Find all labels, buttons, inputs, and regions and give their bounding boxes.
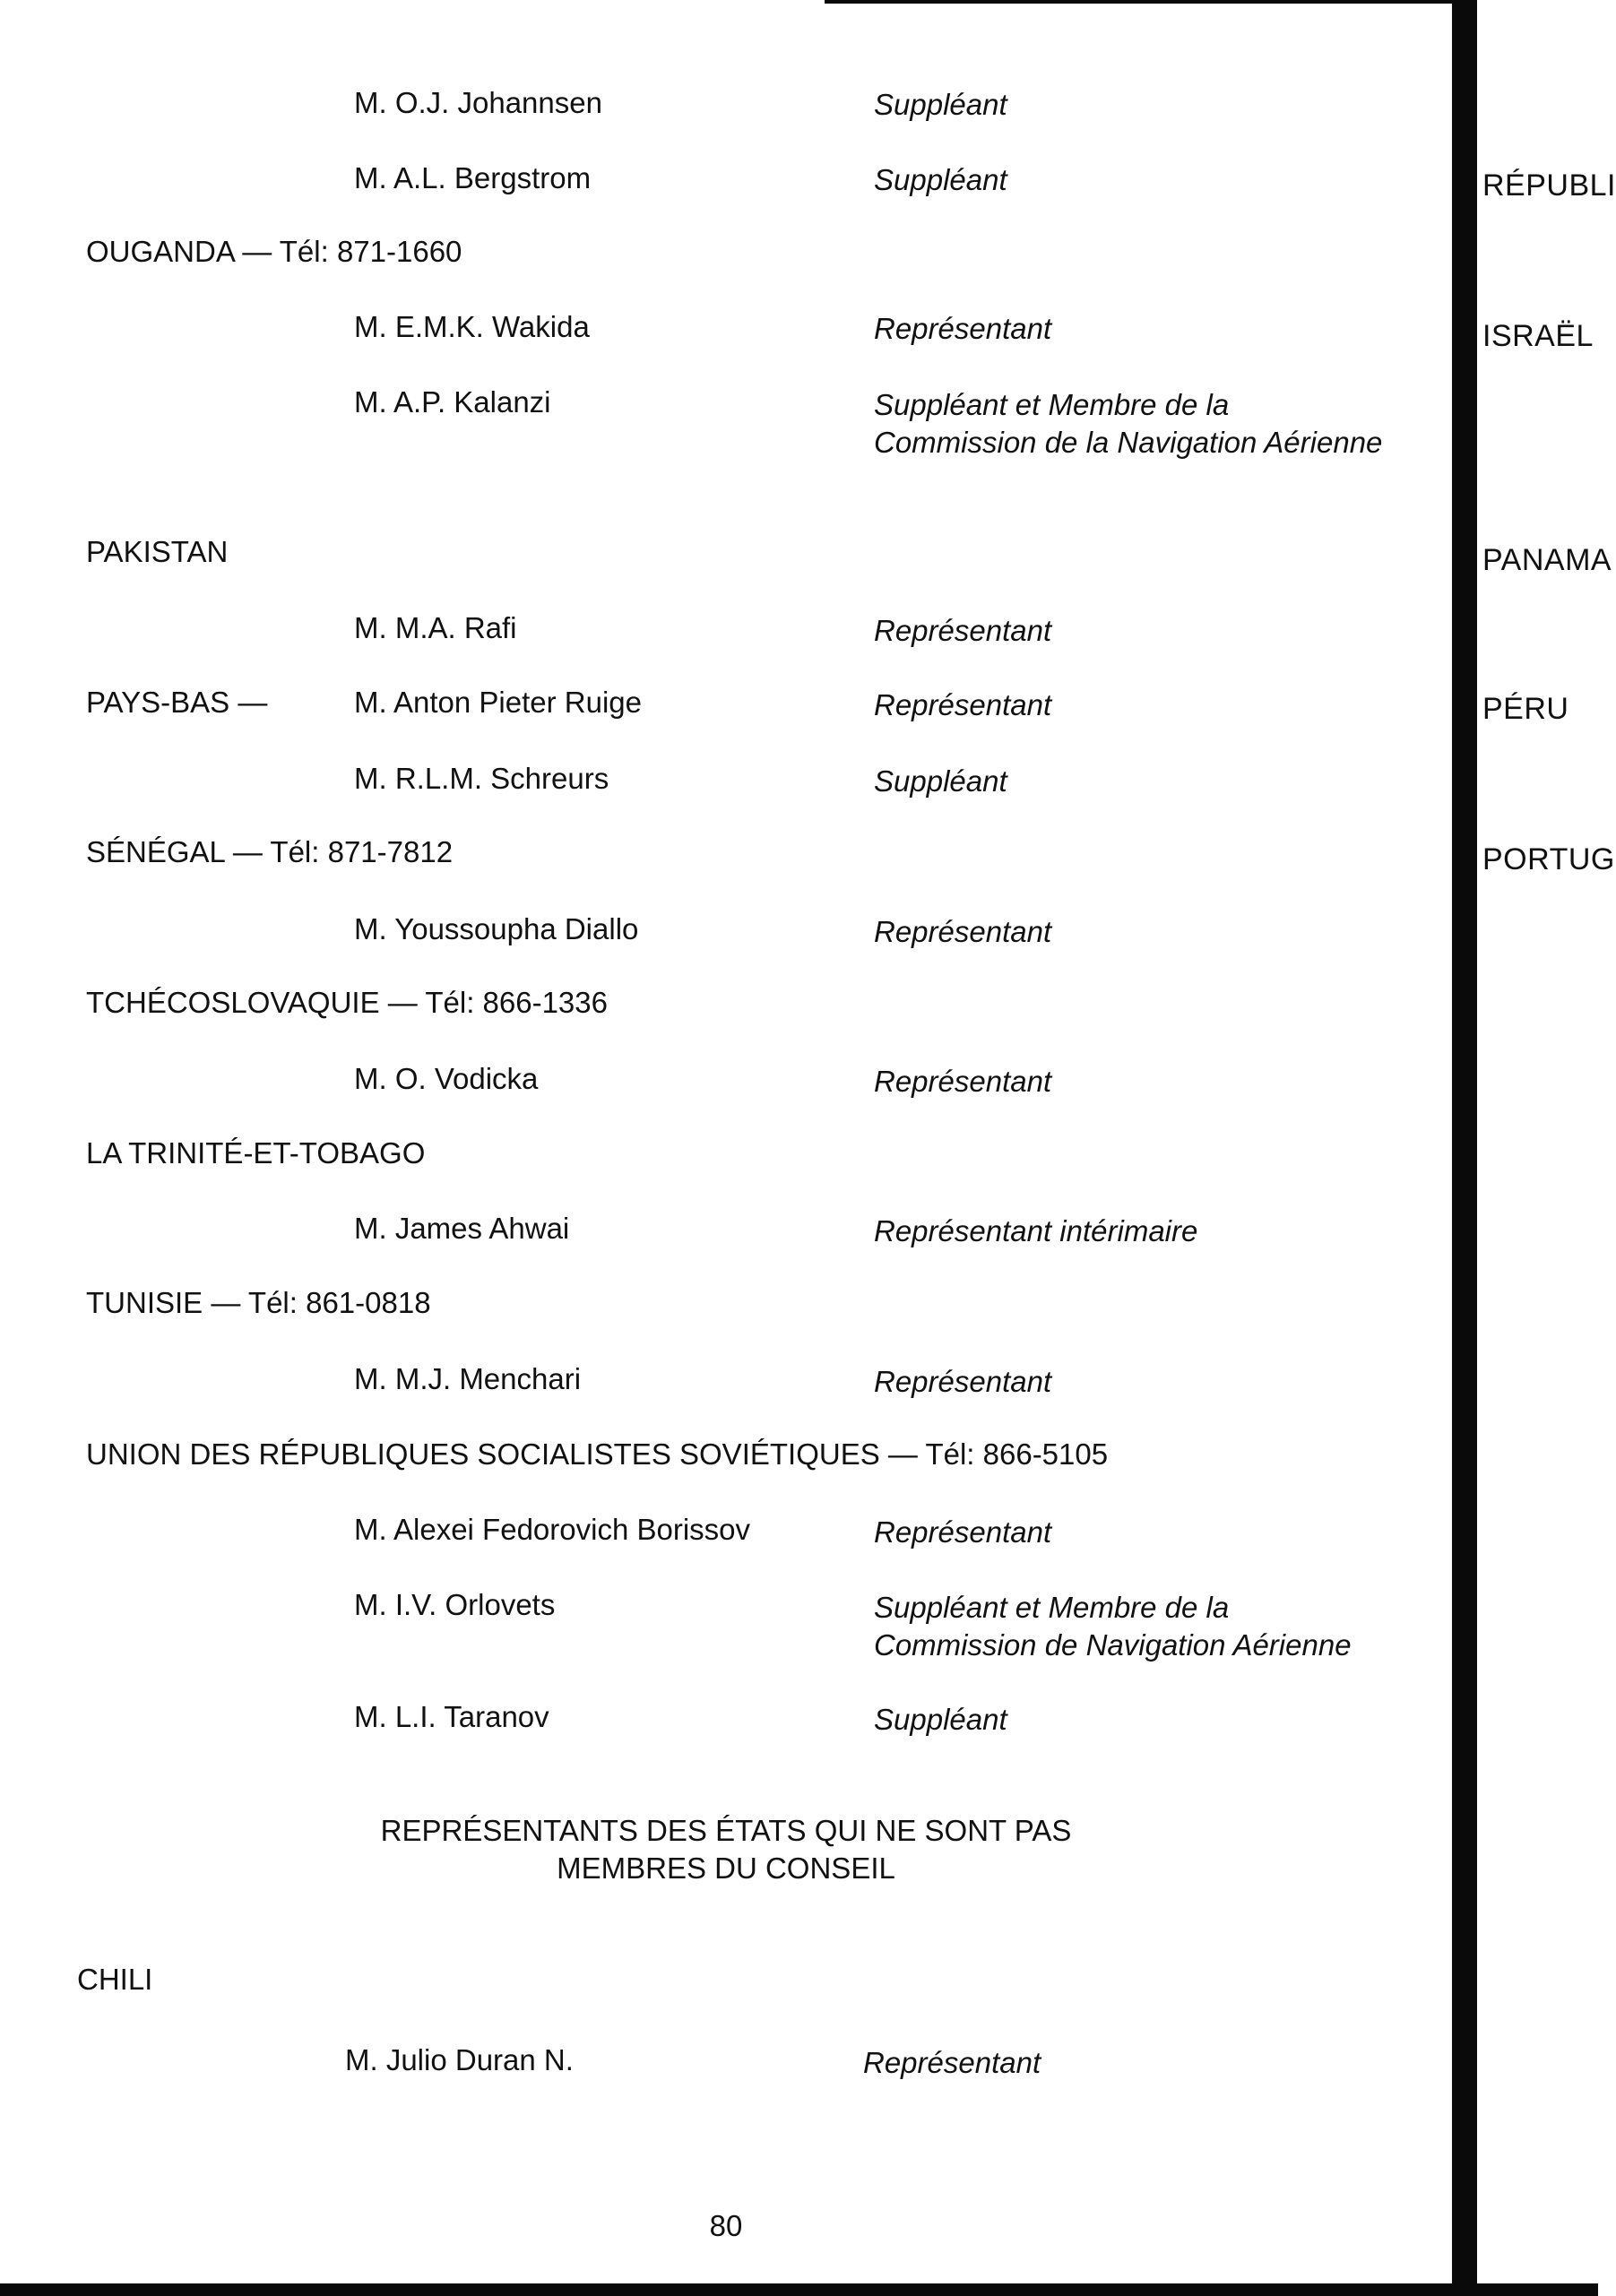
scan-edge-top (825, 0, 1452, 4)
delegate-role: Représentant (863, 2046, 1041, 2079)
section-heading-line: REPRÉSENTANTS DES ÉTATS QUI NE SONT PAS (380, 1814, 1072, 1847)
delegate-name: M. E.M.K. Wakida (354, 310, 590, 343)
delegate-name: M. O. Vodicka (354, 1062, 539, 1095)
country-heading: TCHÉCOSLOVAQUIE — Tél: 866-1336 (86, 986, 608, 1019)
delegate-name: M. Anton Pieter Ruige (354, 686, 643, 719)
country-heading: PAKISTAN (86, 535, 229, 568)
delegate-role: Suppléant (874, 88, 1007, 121)
delegate-name: M. Alexei Fedorovich Borissov (354, 1513, 751, 1546)
delegate-name: M. M.J. Menchari (354, 1362, 582, 1395)
facing-page-fragment: RÉPUBLI (1482, 168, 1616, 203)
delegate-role: Représentant (874, 688, 1052, 721)
delegate-role: Représentant (874, 1065, 1052, 1098)
scan-edge-bottom (0, 2283, 1598, 2296)
country-heading: CHILI (77, 1963, 153, 1996)
delegate-name: M. Youssoupha Diallo (354, 912, 639, 945)
delegate-role-line: Commission de la Navigation Aérienne (874, 426, 1383, 459)
country-heading: PAYS-BAS — (86, 686, 268, 719)
section-heading (260, 1812, 1192, 1887)
binding-gutter (1452, 0, 1477, 2296)
delegate-role: Suppléant (874, 163, 1007, 196)
delegate-role: Représentant (874, 1365, 1052, 1398)
facing-page-fragment: PÉRU (1482, 692, 1569, 726)
country-heading: OUGANDA — Tél: 871-1660 (86, 235, 462, 268)
facing-page-fragment: ISRAËL (1482, 319, 1594, 353)
delegate-role: Représentant (874, 614, 1052, 647)
delegate-role: Représentant (874, 1515, 1052, 1549)
delegate-role-line: Commission de Navigation Aérienne (874, 1628, 1352, 1662)
country-heading: TUNISIE — Tél: 861-0818 (86, 1286, 431, 1319)
delegate-role (874, 1591, 1352, 1662)
delegate-name: M. I.V. Orlovets (354, 1588, 556, 1621)
delegate-name: M. A.L. Bergstrom (354, 161, 592, 194)
delegate-name: M. James Ahwai (354, 1212, 570, 1245)
delegate-role: Représentant (874, 312, 1052, 345)
section-heading-line: MEMBRES DU CONSEIL (557, 1851, 895, 1885)
delegate-name: M. M.A. Rafi (354, 611, 517, 644)
delegate-role-line: Suppléant et Membre de la (874, 388, 1230, 421)
delegate-name: M. L.I. Taranov (354, 1700, 549, 1733)
delegate-name: M. O.J. Johannsen (354, 86, 602, 119)
country-heading: SÉNÉGAL — Tél: 871-7812 (86, 835, 454, 868)
delegate-role (874, 388, 1382, 460)
delegate-role: Suppléant (874, 1703, 1007, 1736)
delegate-role: Suppléant (874, 764, 1007, 798)
delegate-name: M. R.L.M. Schreurs (354, 762, 609, 795)
delegate-role-line: Suppléant et Membre de la (874, 1591, 1230, 1624)
delegate-name: M. Julio Duran N. (345, 2043, 574, 2076)
facing-page-fragment: PANAMA (1482, 543, 1612, 577)
page-number: 80 (709, 2209, 743, 2242)
delegate-role: Représentant intérimaire (874, 1214, 1198, 1247)
facing-page-strip (1477, 0, 1616, 2296)
country-heading: LA TRINITÉ-ET-TOBAGO (86, 1136, 426, 1170)
delegate-role: Représentant (874, 915, 1052, 948)
delegate-name: M. A.P. Kalanzi (354, 385, 551, 419)
facing-page-fragment: PORTUG (1482, 842, 1615, 876)
country-heading: UNION DES RÉPUBLIQUES SOCIALISTES SOVIÉTIQUES — Tél: 866-5105 (86, 1437, 1109, 1471)
